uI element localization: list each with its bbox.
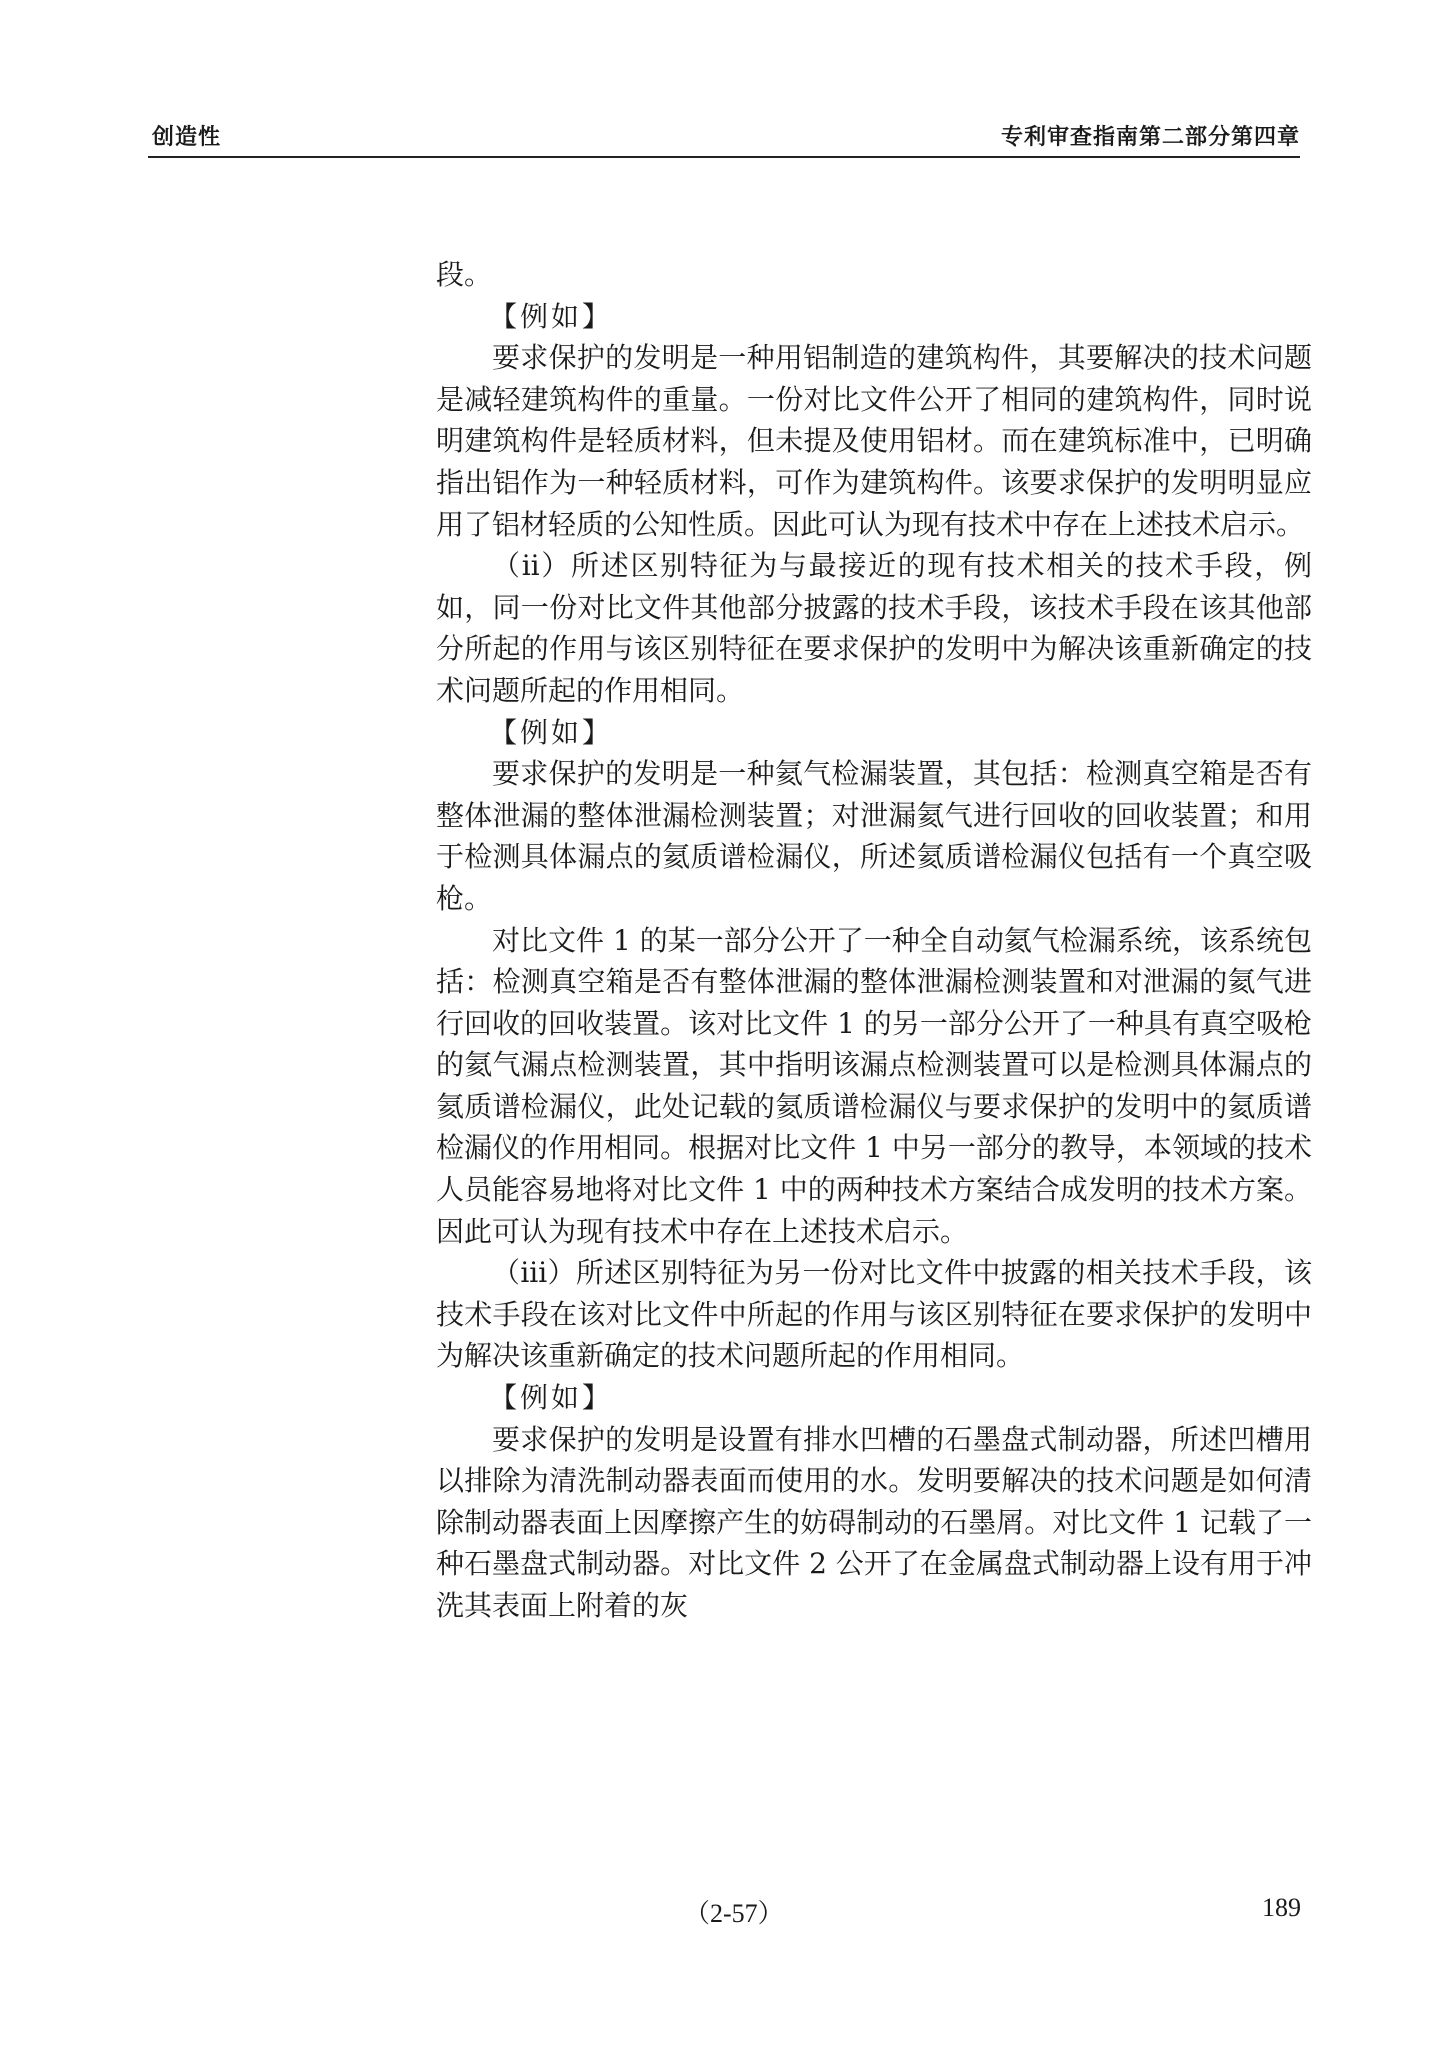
header-chapter-name: 创造性 bbox=[152, 125, 222, 150]
paragraph-helium-reference: 对比文件 1 的某一部分公开了一种全自动氦气检漏系统，该系统包括：检测真空箱是否有整体泄漏的整体泄漏检测装置和对泄漏的氦气进行回收的回收装置。该对比文件 1 的另一部分公开了一种具有真空吸枪的氦气漏点检测装置，其中指明该漏点检测装置可以是检测具体漏点的氦质谱检漏仪，此处记载的氦质谱检漏仪与要求保护的发明中的氦质谱检漏仪的作用相同。根据对比文件 1 中另一部分的教导，本领域的技术人员能容易地将对比文件 1 中的两种技术方案结合成发明的技术方案。因此可认为现有技术中存在上述技术启示。 bbox=[436, 923, 1312, 1248]
header-guide-title: 专利审查指南第二部分第四章 bbox=[1000, 125, 1300, 150]
footer-page-number: 189 bbox=[1262, 1893, 1301, 1922]
example-label: 【例如】 bbox=[489, 1381, 614, 1415]
running-header bbox=[148, 116, 1300, 158]
example-label: 【例如】 bbox=[489, 715, 614, 749]
paragraph-clause-ii: （ii）所述区别特征为与最接近的现有技术相关的技术手段，例如，同一份对比文件其他部分披露的技术手段，该技术手段在该其他部分所起的作用与该区别特征在要求保护的发明中为解决该重新确定的技术问题所起的作用相同。 bbox=[436, 549, 1312, 707]
paragraph-clause-iii: （iii）所述区别特征为另一份对比文件中披露的相关技术手段，该技术手段在该对比文件中所起的作用与该区别特征在要求保护的发明中为解决该重新确定的技术问题所起的作用相同。 bbox=[436, 1256, 1312, 1373]
example-label: 【例如】 bbox=[489, 299, 614, 333]
paragraph-continuation: 段。 bbox=[436, 258, 493, 291]
paragraph-brake-example: 要求保护的发明是设置有排水凹槽的石墨盘式制动器，所述凹槽用以排除为清洗制动器表面而使用的水。发明要解决的技术问题是如何清除制动器表面上因摩擦产生的妨碍制动的石墨屑。对比文件 1 记载了一种石墨盘式制动器。对比文件 2 公开了在金属盘式制动器上设有用于冲洗其表面上附着的灰 bbox=[436, 1422, 1312, 1622]
paragraph-aluminum-example: 要求保护的发明是一种用铝制造的建筑构件，其要解决的技术问题是减轻建筑构件的重量。一份对比文件公开了相同的建筑构件，同时说明建筑构件是轻质材料，但未提及使用铝材。而在建筑标准中，已明确指出铝作为一种轻质材料，可作为建筑构件。该要求保护的发明明显应用了铝材轻质的公知性质。因此可认为现有技术中存在上述技术启示。 bbox=[436, 341, 1312, 541]
main-body-text bbox=[436, 254, 1312, 1627]
footer-section-page: （2-57） bbox=[684, 1899, 784, 1928]
paragraph-helium-invention: 要求保护的发明是一种氦气检漏装置，其包括：检测真空箱是否有整体泄漏的整体泄漏检测装置；对泄漏氦气进行回收的回收装置；和用于检测具体漏点的氦质谱检漏仪，所述氦质谱检漏仪包括有一个真空吸枪。 bbox=[436, 757, 1312, 915]
